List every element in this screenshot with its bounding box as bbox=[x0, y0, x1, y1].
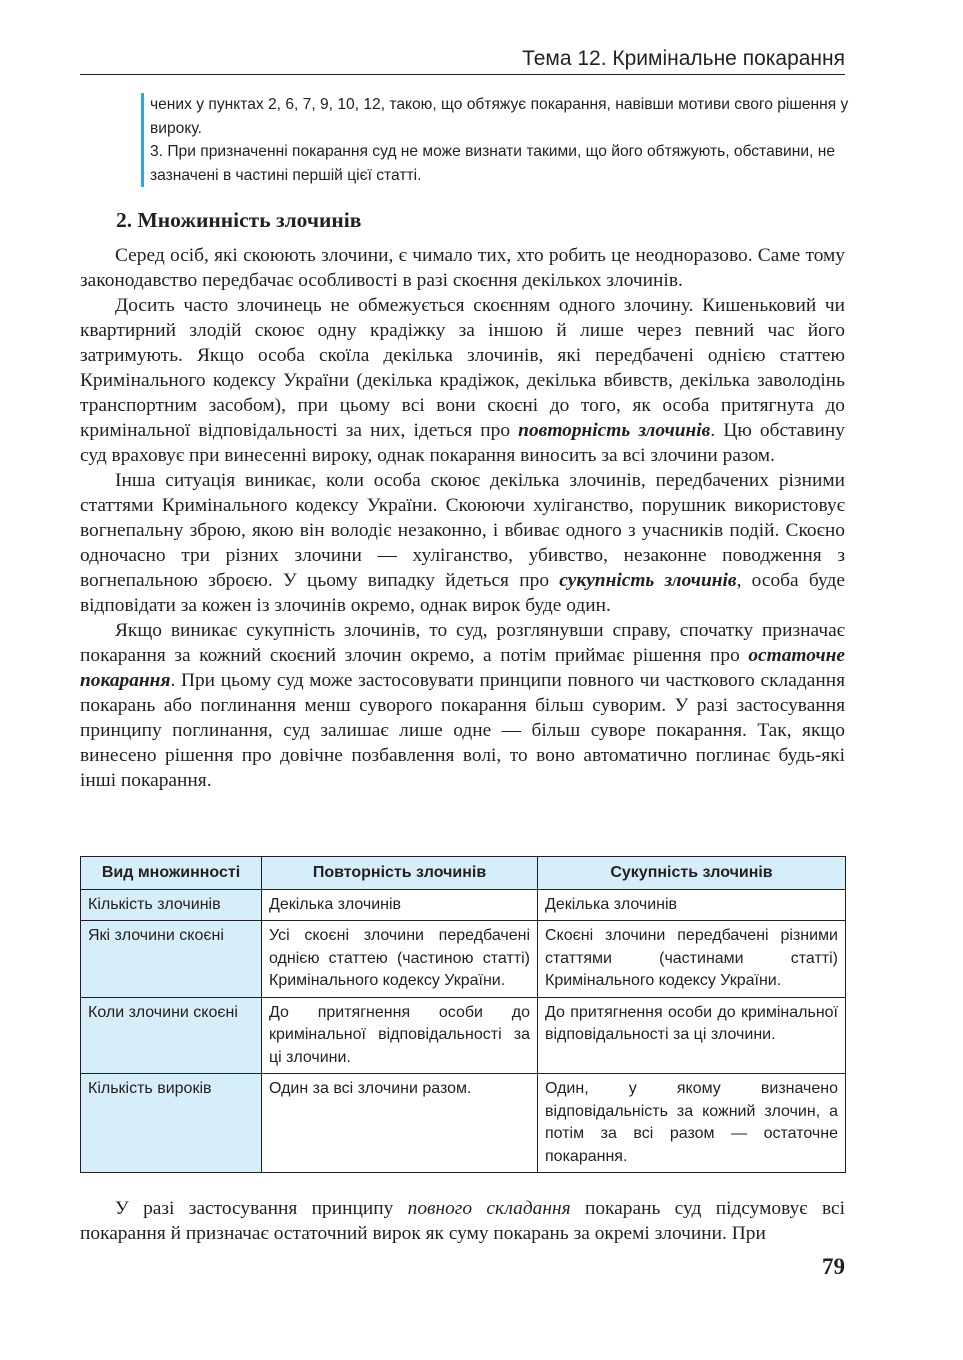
paragraph-text: Досить часто злочинець не обмежується скоєнням одного злочину. Кишеньковий чи квартирний злодій скоює одну крадіжку за іншою й лише через певний час його затримують. Якщо особа скоїла декілька злочинів, які передбачені однією статтею Кримінального кодексу України (декілька крадіжок, декілька вбивств, декілька заволодінь транспортним засобом), при цьому всі вони скоєні до того, як особа притягнута до кримінальної відповідальності за них, ідеться про bbox=[80, 295, 845, 441]
table-header-row bbox=[81, 857, 846, 890]
paragraph-text: У разі застосування принципу bbox=[115, 1198, 408, 1219]
topic-title: Тема 12. Кримінальне покарання bbox=[522, 47, 845, 70]
key-term: повторність злочинів bbox=[518, 420, 711, 441]
comparison-table bbox=[80, 856, 846, 1173]
page-number: 79 bbox=[822, 1254, 845, 1279]
paragraph bbox=[80, 293, 845, 468]
table-cell: До притягнення особи до кримінальної відповідальності за ці злочини. bbox=[538, 997, 846, 1074]
paragraph-text: . Цю обставину суд враховує при винесенні вироку, однак покарання виносить за всі злочини разом. bbox=[80, 420, 845, 466]
body-text bbox=[80, 243, 845, 793]
paragraph-text: Якщо виникає сукупність злочинів, то суд, розглянувши справу, спочатку призначає покарання за кожний скоєний злочин окремо, а потім приймає рішення про bbox=[80, 620, 845, 666]
table-cell: Скоєні злочини передбачені різними статтями (частинами статті) Кримінального кодексу України. bbox=[538, 921, 846, 998]
key-term: сукупність злочинів bbox=[559, 570, 737, 591]
table-header-cell: Повторність злочинів bbox=[262, 857, 538, 890]
table-row bbox=[81, 889, 846, 921]
paragraph: Серед осіб, які скоюють злочини, є чимало тих, хто робить це неодноразово. Саме тому законодавство передбачає особливості в разі скоєння декількох злочинів. bbox=[80, 245, 845, 291]
paragraph-text: . При цьому суд може застосовувати принципи повного чи часткового складання покарань або поглинання менш суворого покарання більш суворим. У разі застосування принципу поглинання, суд залишає лише одне — більш суворе покарання. Так, якщо винесено рішення про довічне позбавлення волі, то воно автоматично поглинає будь-які інші покарання. bbox=[80, 670, 845, 791]
paragraph bbox=[80, 468, 845, 618]
section-title: 2. Множинність злочинів bbox=[116, 208, 362, 232]
table-cell: Декілька злочинів bbox=[538, 889, 846, 921]
key-term: остаточне покарання bbox=[80, 645, 845, 691]
table-cell: Усі скоєні злочини передбачені однією статтею (частиною статті) Кримінального кодексу України. bbox=[262, 921, 538, 998]
table-row-header: Які злочини скоєні bbox=[81, 921, 262, 998]
quote-paragraph: 3. При призначенні покарання суд не може визнати такими, що його обтяжують, обставини, не зазначені в частині першій цієї статті. bbox=[150, 143, 836, 184]
paragraph bbox=[80, 1196, 845, 1246]
table-row bbox=[81, 921, 846, 998]
table-cell: До притягнення особи до кримінальної відповідальності за ці злочини. bbox=[262, 997, 538, 1074]
table-header-cell: Вид множинності bbox=[81, 857, 262, 890]
quote-paragraph: чених у пунктах 2, 6, 7, 9, 10, 12, такою, що обтяжує покарання, навівши мотиви свого рішення у вироку. bbox=[150, 96, 849, 137]
table-row-header: Кількість вироків bbox=[81, 1074, 262, 1173]
paragraph-text: покарань суд підсумовує всі покарання й призначає остаточний вирок як суму покарань за окремі злочини. При bbox=[80, 1198, 845, 1244]
paragraph-text: , особа буде відповідати за кожен із злочинів окремо, однак вирок буде один. bbox=[80, 570, 845, 616]
table-row-header: Кількість злочинів bbox=[81, 889, 262, 921]
table-header-cell: Сукупність злочинів bbox=[538, 857, 846, 890]
paragraph bbox=[80, 618, 845, 793]
running-header bbox=[80, 44, 845, 75]
table-row bbox=[81, 1074, 846, 1173]
paragraph-text: Інша ситуація виникає, коли особа скоює декілька злочинів, передбачених різними статтями Кримінального кодексу України. Скоюючи хуліганство, порушник використовує вогнепальну зброю, якою він володіє незаконно, і вбиває одного з учасників подій. Скоєно одночасно три різних злочини — хуліганство, убивство, незаконне поводження з вогнепальною зброєю. У цьому випадку йдеться про bbox=[80, 470, 845, 591]
table-row bbox=[81, 997, 846, 1074]
table-row-header: Коли злочини скоєні bbox=[81, 997, 262, 1074]
body-text-continued bbox=[80, 1196, 845, 1246]
table-cell: Один за всі злочини разом. bbox=[262, 1074, 538, 1173]
table-cell: Декілька злочинів bbox=[262, 889, 538, 921]
key-term: повного складання bbox=[407, 1198, 571, 1219]
table-cell: Один, у якому визначено відповідальність за кожний злочин, а потім за всі разом — остаточне покарання. bbox=[538, 1074, 846, 1173]
law-quote-block bbox=[141, 93, 854, 187]
